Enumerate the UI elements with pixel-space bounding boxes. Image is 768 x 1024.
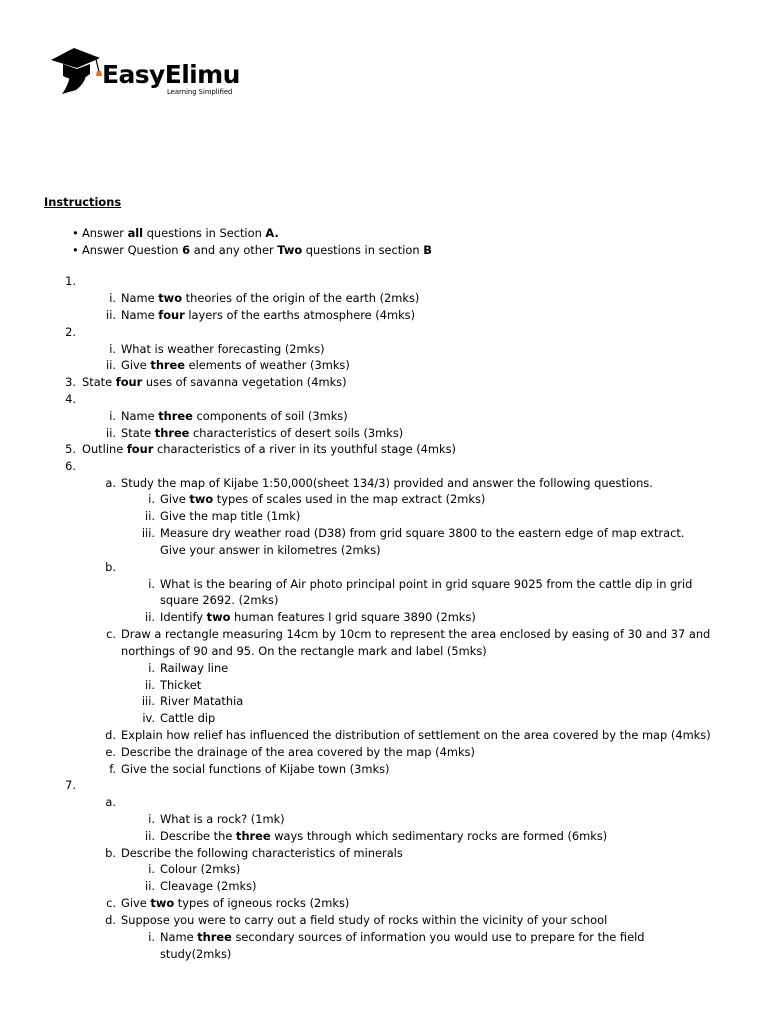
question-text: Name three secondary sources of information you would use to prepare for the field [160, 930, 645, 944]
question-text: Cattle dip [160, 711, 216, 725]
subitem-number: i. [148, 930, 155, 944]
subitem-letter: c. [106, 896, 116, 910]
question-text: What is the bearing of Air photo principal point in grid square 9025 from the cattle dip in grid [160, 577, 693, 591]
question-text: What is weather forecasting (2mks) [121, 342, 325, 356]
subitem-number: i. [148, 661, 155, 675]
question-text: Thicket [160, 678, 202, 692]
subitem-number: iii. [141, 694, 155, 708]
subitem-number: i. [109, 409, 116, 423]
subitem-number: ii. [145, 610, 155, 624]
brand-tagline: Learning Simplified [167, 88, 233, 96]
subitem-letter: d. [105, 913, 116, 927]
question-text: Give three elements of weather (3mks) [121, 358, 350, 372]
question-text: Railway line [160, 661, 229, 675]
question-text: Name four layers of the earths atmosphere (4mks) [121, 308, 416, 322]
subitem-number: ii. [145, 678, 155, 692]
subitem-letter: b. [105, 846, 116, 860]
question-text: Describe the three ways through which sedimentary rocks are formed (6mks) [160, 829, 608, 843]
question-text: Give two types of scales used in the map extract (2mks) [160, 492, 486, 506]
question-text: State three characteristics of desert soils (3mks) [121, 426, 404, 440]
question-text: Measure dry weather road (D38) from grid square 3800 to the eastern edge of map extract. [160, 526, 685, 540]
question-text: Study the map of Kijabe 1:50,000(sheet 134/3) provided and answer the following questions. [121, 476, 653, 490]
question-text-cont: study(2mks) [160, 947, 232, 961]
question-number: 3. [65, 375, 76, 389]
question-text: Name three components of soil (3mks) [121, 409, 348, 423]
subitem-letter: c. [106, 627, 116, 641]
question-text: Suppose you were to carry out a field study of rocks within the vicinity of your school [121, 913, 608, 927]
subitem-number: i. [109, 291, 116, 305]
question-number: 5. [65, 442, 76, 456]
subitem-number: i. [148, 862, 155, 876]
question-text: What is a rock? (1mk) [160, 812, 285, 826]
question-text-cont: Give your answer in kilometres (2mks) [160, 543, 381, 557]
bullet-dot: • [72, 226, 79, 240]
instructions-heading: Instructions [44, 195, 122, 209]
subitem-number: ii. [145, 829, 155, 843]
subitem-number: ii. [106, 358, 116, 372]
question-text: Outline four characteristics of a river in its youthful stage (4mks) [82, 442, 456, 456]
subitem-letter: b. [105, 560, 116, 574]
question-number: 7. [65, 778, 76, 792]
brand-name: EasyElimu [102, 60, 240, 89]
question-number: 4. [65, 392, 76, 406]
question-text: Cleavage (2mks) [160, 879, 257, 893]
subitem-number: iv. [142, 711, 155, 725]
question-text-cont: square 2692. (2mks) [160, 593, 279, 607]
question-text: Describe the following characteristics of minerals [121, 846, 403, 860]
question-text: Name two theories of the origin of the earth (2mks) [121, 291, 420, 305]
subitem-number: ii. [145, 509, 155, 523]
subitem-number: iii. [141, 526, 155, 540]
subitem-letter: e. [105, 745, 116, 759]
question-text-cont: northings of 90 and 95. On the rectangle mark and label (5mks) [121, 644, 487, 658]
question-text: River Matathia [160, 694, 244, 708]
graduation-cap-icon [50, 46, 110, 102]
subitem-number: i. [148, 577, 155, 591]
question-number: 2. [65, 325, 76, 339]
subitem-number: ii. [106, 426, 116, 440]
subitem-letter: a. [105, 476, 116, 490]
question-text: Colour (2mks) [160, 862, 241, 876]
question-text: Explain how relief has influenced the distribution of settlement on the area covered by the map (4mks) [121, 728, 711, 742]
subitem-letter: f. [109, 762, 116, 776]
subitem-number: ii. [106, 308, 116, 322]
subitem-letter: d. [105, 728, 116, 742]
question-number: 6. [65, 459, 76, 473]
subitem-number: i. [148, 492, 155, 506]
question-number: 1. [65, 274, 76, 288]
question-text: Give two types of igneous rocks (2mks) [121, 896, 350, 910]
subitem-letter: a. [105, 795, 116, 809]
question-text: Give the social functions of Kijabe town (3mks) [121, 762, 390, 776]
subitem-number: i. [148, 812, 155, 826]
question-text: Give the map title (1mk) [160, 509, 301, 523]
instruction-item: Answer Question 6 and any other Two questions in section B [82, 243, 432, 257]
question-text: Identify two human features I grid square 3890 (2mks) [160, 610, 476, 624]
subitem-number: i. [109, 342, 116, 356]
easyelimu-logo [50, 46, 250, 102]
question-text: Draw a rectangle measuring 14cm by 10cm to represent the area enclosed by easing of 30 and 37 and [121, 627, 711, 641]
question-text: State four uses of savanna vegetation (4mks) [82, 375, 347, 389]
subitem-number: ii. [145, 879, 155, 893]
instruction-item: Answer all questions in Section A. [82, 226, 279, 240]
bullet-dot: • [72, 243, 79, 257]
question-text: Describe the drainage of the area covered by the map (4mks) [121, 745, 475, 759]
